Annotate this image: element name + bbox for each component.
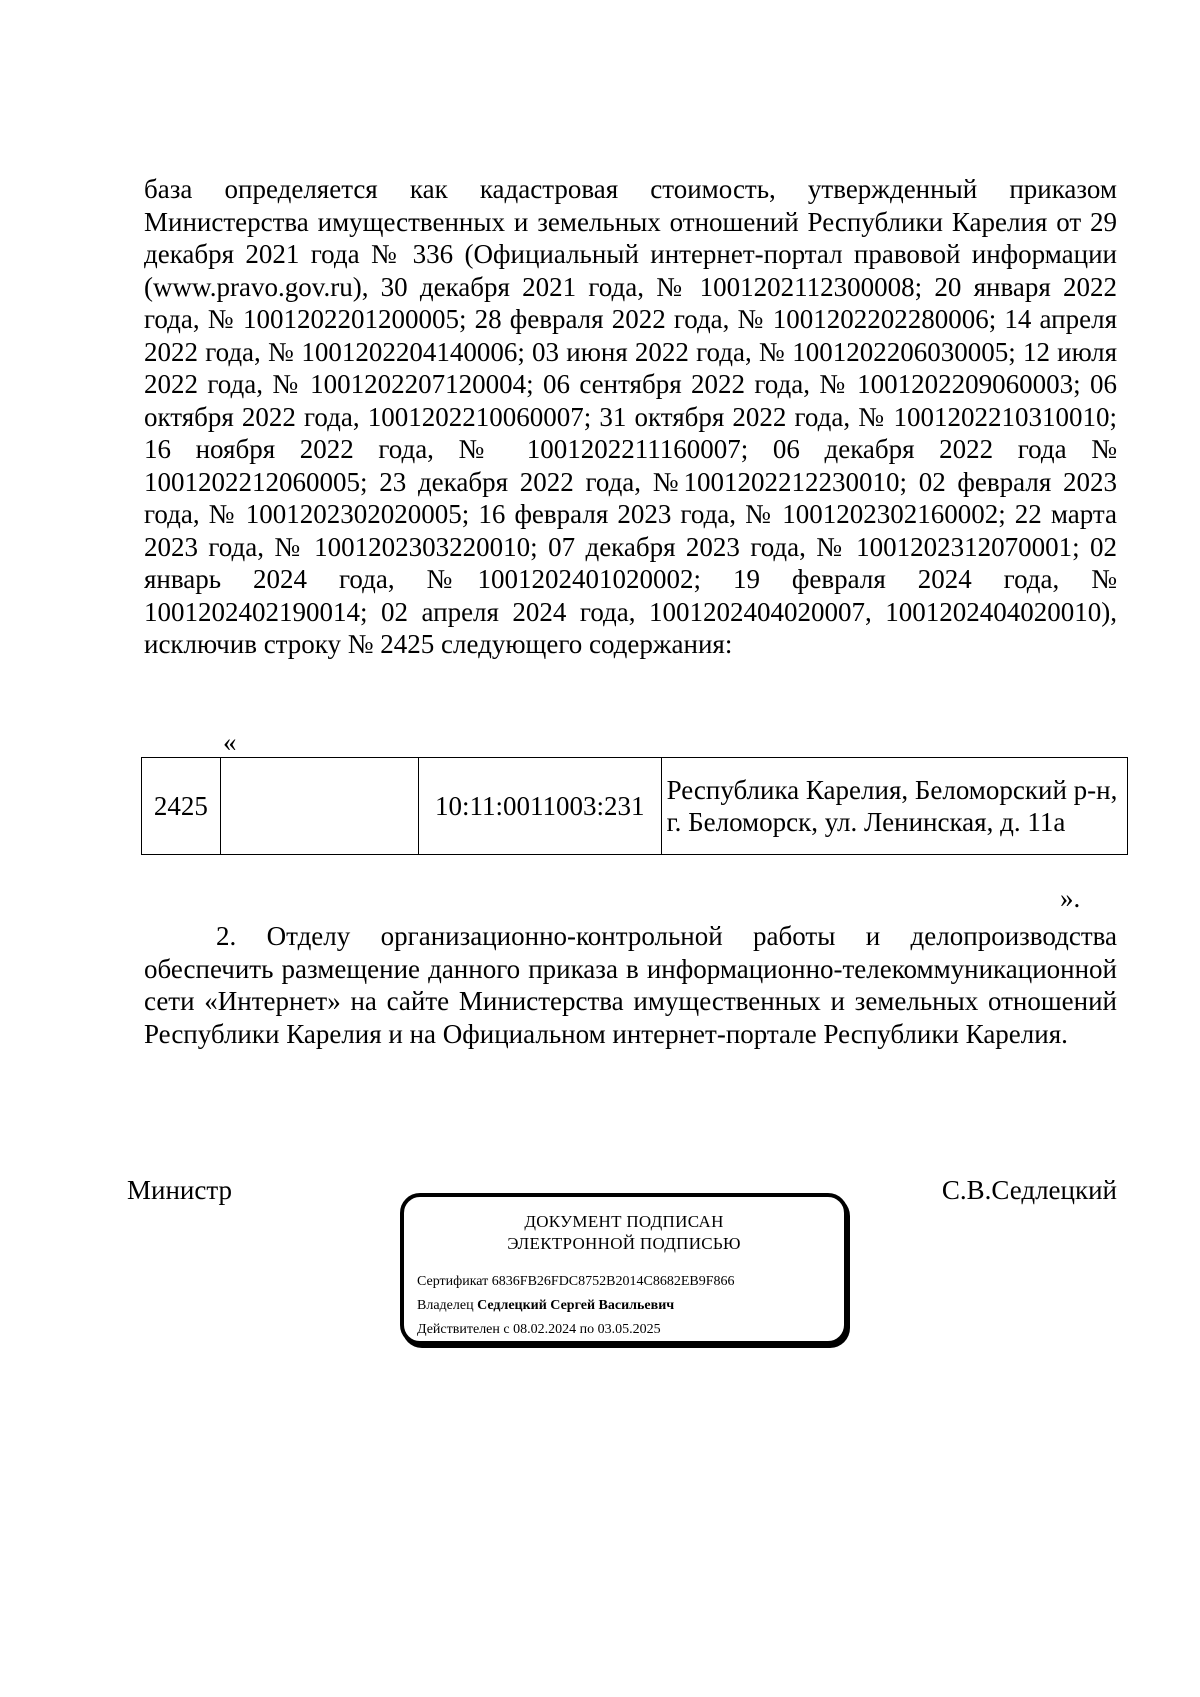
closing-quote: ». bbox=[1060, 883, 1081, 913]
valid-to-label: по bbox=[579, 1322, 595, 1337]
stamp-title bbox=[404, 1211, 844, 1255]
stamp-validity bbox=[417, 1321, 661, 1339]
signer-position: Министр bbox=[127, 1175, 232, 1205]
row-number-cell: 2425 bbox=[142, 758, 221, 855]
e-signature-stamp bbox=[400, 1193, 848, 1345]
address-cell: Республика Карелия, Беломорский р-н, г. Беломорск, ул. Ленинская, д. 11а bbox=[661, 758, 1127, 855]
owner-label: Владелец bbox=[417, 1298, 474, 1313]
certificate-value: 6836FB26FDC8752B2014C8682EB9F866 bbox=[491, 1274, 735, 1289]
signer-name: С.В.Седлецкий bbox=[941, 1175, 1117, 1205]
stamp-owner bbox=[417, 1297, 674, 1315]
cadastral-number-cell: 10:11:0011003:231 bbox=[418, 758, 661, 855]
stamp-title-line-2: ЭЛЕКТРОННОЙ ПОДПИСЬЮ bbox=[507, 1234, 741, 1253]
valid-to-date: 03.05.2025 bbox=[597, 1322, 661, 1337]
owner-value: Седлецкий Сергей Васильевич bbox=[477, 1298, 675, 1313]
stamp-title-line-1: ДОКУМЕНТ ПОДПИСАН bbox=[524, 1212, 724, 1231]
valid-from-date: 08.02.2024 bbox=[513, 1322, 577, 1337]
certificate-label: Сертификат bbox=[417, 1274, 489, 1289]
valid-from-label: Действителен с bbox=[417, 1322, 510, 1337]
intro-paragraph: база определяется как кадастровая стоимость, утвержденный приказом Министерства имущественных и земельных отношений Республики Карелия от 29 декабря 2021 года № 336 (Официальный интернет-портал правовой информации (www.pravo.gov.ru), 30 декабря 2021 года, № 1001202112300008; 20 января 2022 года, № 1001202201200005; 28 февраля 2022 года, № 1001202202280006; 14 апреля 2022 года, № 1001202204140006; 03 июня 2022 года, № 1001202206030005; 12 июля 2022 года, № 1001202207120004; 06 сентября 2022 года, № 1001202209060003; 06 октября 2022 года, 1001202210060007; 31 октября 2022 года, № 1001202210310010; 16 ноября 2022 года, № 1001202211160007; 06 декабря 2022 года № 1001202212060005; 23 декабря 2022 года, №1001202212230010; 02 февраля 2023 года, № 1001202302020005; 16 февраля 2023 года, № 1001202302160002; 22 марта 2023 года, № 1001202303220010; 07 декабря 2023 года, № 1001202312070001; 02 январь 2024 года, №1001202401020002; 19 февраля 2024 года, № 1001202402190014; 02 апреля 2024 года, 1001202404020007, 1001202404020010), исключив строку № 2425 следующего содержания: bbox=[144, 174, 1117, 659]
empty-cell bbox=[220, 758, 418, 855]
table-row bbox=[142, 758, 1128, 855]
excluded-row-table bbox=[141, 757, 1128, 855]
paragraph-2: 2. Отделу организационно-контрольной работы и делопроизводства обеспечить размещение данного приказа в информационно-телекоммуникационной сети «Интернет» на сайте Министерства имущественных и земельных отношений Республики Карелия и на Официальном интернет-портале Республики Карелия. bbox=[144, 921, 1117, 1049]
stamp-certificate bbox=[417, 1273, 735, 1291]
opening-quote: « bbox=[223, 727, 237, 757]
